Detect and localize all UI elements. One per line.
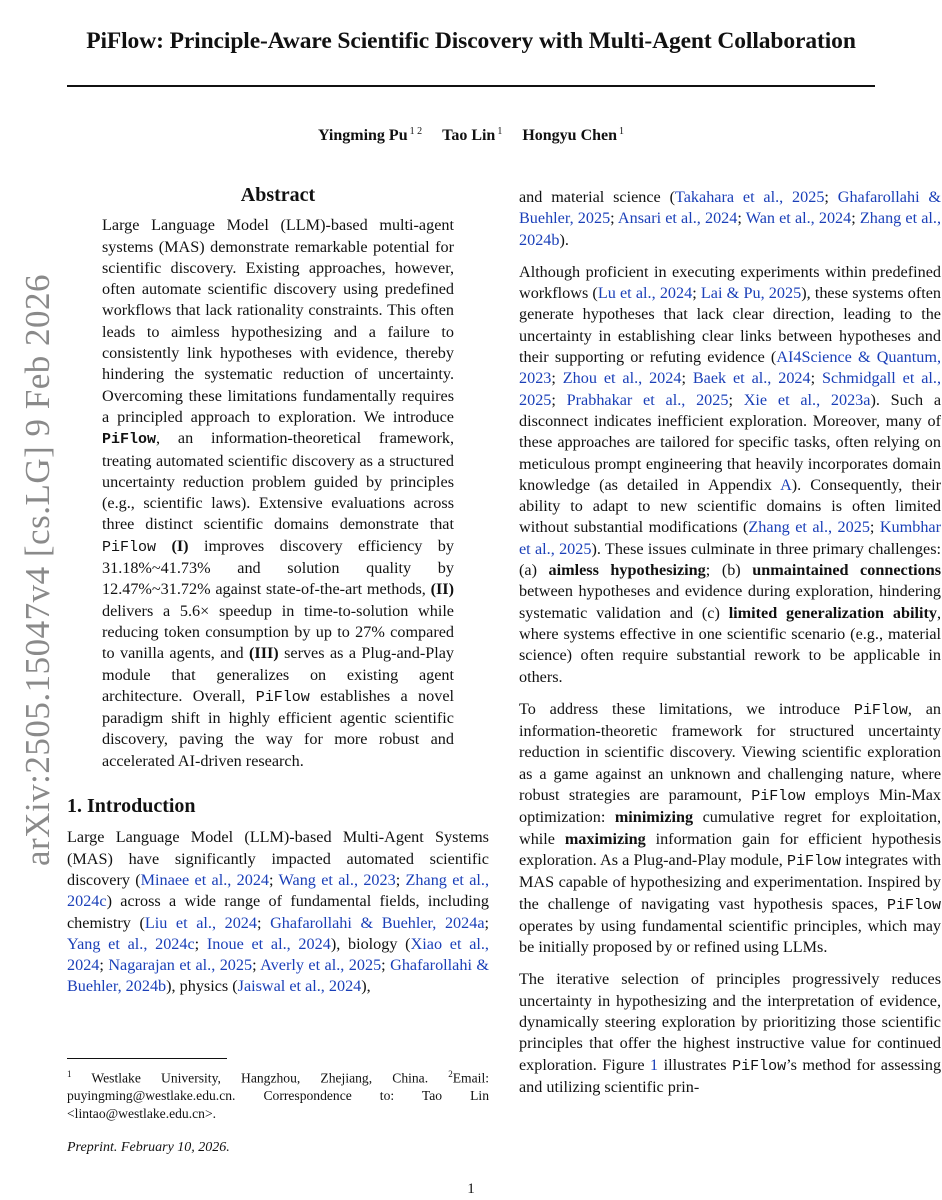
citation-link[interactable]: Kumbhar et al., 2025 bbox=[519, 518, 941, 558]
author-list bbox=[0, 126, 942, 145]
citation-link[interactable]: Jaiswal et al., 2024 bbox=[237, 977, 362, 996]
citation-link[interactable]: Ghafarollahi & Buehler, 2025 bbox=[519, 188, 942, 228]
citation-link[interactable]: Ghafarollahi & Buehler, 2024b bbox=[67, 956, 489, 996]
citation-link[interactable]: Ghafarollahi & Buehler, 2024a bbox=[270, 913, 485, 932]
abstract-heading: Abstract bbox=[240, 184, 316, 206]
citation-link[interactable]: Xiao et al., 2024 bbox=[67, 934, 489, 975]
piflow-name: PiFlow bbox=[751, 788, 806, 806]
citation-link[interactable]: Wang et al., 2023 bbox=[278, 870, 396, 889]
citation-link[interactable]: Minaee et al., 2024 bbox=[140, 870, 270, 889]
page-number: 1 bbox=[467, 1181, 475, 1197]
title-rule-bottom bbox=[67, 85, 875, 87]
citation-link[interactable]: Xie et al., 2023a bbox=[743, 390, 871, 409]
abstract-body: Large Language Model (LLM)-based multi-agent systems (MAS) demonstrate remarkable potential for scientific discovery. Existing approaches, however, often automate scientific discovery using predefined workflows that lack rationality constraints. This often leads to aimless hypothesizing and a failure to consistently link hypotheses with evidence, thereby hindering the systematic reduction of uncertainty. Overcoming these limitations fundamentally requires a principled approach to exploration. We introduce PiFlow, an information-theoretical framework, treating automated scientific discovery as a structured uncertainty reduction problem guided by principles (e.g., scientific laws). Extensive evaluations across three distinct scientific domains demonstrate that PiFlow (I) improves discovery efficiency by 31.18%~41.73% and solution quality by 12.47%~31.72% against state-of-the-art methods, (II) delivers a 5.6× speedup in time-to-solution while reducing token consumption by up to 27% compared to vanilla agents, and (III) serves as a Plug-and-Play module that generalizes on existing agent architecture. Overall, PiFlow establishes a novel paradigm shift in highly efficient agentic scientific discovery, paving the way for more robust and accelerated AI-driven research. bbox=[102, 216, 455, 770]
paper-title: PiFlow: Principle-Aware Scientific Discovery with Multi-Agent Collaboration bbox=[86, 28, 856, 54]
right-column bbox=[519, 187, 941, 1109]
author: Hongyu Chen $^1$ bbox=[522, 126, 625, 145]
intro-paragraph-cont: and material science (Takahara et al., 2025; Ghafarollahi & Buehler, 2025; Ansari et al., 2024; Wan et al., 2024; Zhang et al., 2024b). bbox=[519, 188, 942, 249]
piflow-name: PiFlow bbox=[886, 896, 941, 914]
citation-link[interactable]: Baek et al., 2024 bbox=[692, 369, 811, 388]
intro-paragraph: To address these limitations, we introduce PiFlow, an information-theoretic framework for structured uncertainty reduction in scientific discovery. Viewing scientific exploration as a game against an unknown and challenging nature, where robust strategies are paramount, PiFlow employs Min-Max optimization: minimizing cumulative regret for exploitation, while maximizing information gain for efficient hypothesis exploration. As a Plug-and-Play module, PiFlow integrates with MAS capable of hypothesizing and experimentation. Inspired by the challenge of navigating vast hypothesis spaces, PiFlow operates by using fundamental scientific principles, which may be initially proposed by or refined using LLMs. bbox=[519, 699, 942, 957]
piflow-name: PiFlow bbox=[732, 1057, 787, 1075]
footnote: $^1$ Westlake University, Hangzhou, Zhejiang, China. $^2$Email: puyingming@westlake.edu.cn. Correspondence to: Tao Lin <lintao@westlake.edu.cn>. bbox=[67, 1069, 489, 1121]
piflow-name: PiFlow bbox=[102, 431, 157, 449]
citation-link[interactable]: Nagarajan et al., 2025 bbox=[108, 956, 253, 975]
citation-link[interactable]: Yang et al., 2024c bbox=[67, 934, 195, 953]
piflow-name: PiFlow bbox=[255, 688, 310, 706]
intro-paragraph: The iterative selection of principles progressively reduces uncertainty in hypothesizing and the interpretation of evidence, dynamically steering exploration by prioritizing those scientific principles that offer the highest instructive value for continued exploration. Figure 1 illustrates PiFlow’s method for assessing and utilizing scientific prin- bbox=[519, 970, 942, 1096]
citation-link[interactable]: Inoue et al., 2024 bbox=[206, 934, 331, 953]
citation-link[interactable]: Zhang et al., 2024b bbox=[519, 209, 942, 249]
introduction-heading: 1. Introduction bbox=[67, 795, 196, 818]
citation-link[interactable]: Lu et al., 2024 bbox=[597, 284, 693, 303]
citation-link[interactable]: Wan et al., 2024 bbox=[745, 209, 852, 228]
piflow-name: PiFlow bbox=[853, 701, 908, 719]
piflow-name: PiFlow bbox=[102, 538, 157, 556]
intro-paragraph: Large Language Model (LLM)-based Multi-Agent Systems (MAS) have significantly impacted automated scientific discovery (Minaee et al., 2024; Wang et al., 2023; Zhang et al., 2024c) across a wide range of fundamental fields, including chemistry (Liu et al., 2024; Ghafarollahi & Buehler, 2024a; Yang et al., 2024c; Inoue et al., 2024), biology (Xiao et al., 2024; Nagarajan et al., 2025; Averly et al., 2025; Ghafarollahi & Buehler, 2024b), physics (Jaiswal et al., 2024), bbox=[67, 828, 490, 996]
arxiv-id: arXiv:2505.15047v4 [cs.LG] 9 Feb 2026 bbox=[18, 273, 57, 867]
author: Yingming Pu $^{1 2}$ bbox=[317, 126, 423, 145]
citation-link[interactable]: Averly et al., 2025 bbox=[260, 956, 382, 975]
citation-link[interactable]: Zhang et al., 2024c bbox=[67, 870, 490, 911]
intro-paragraph: Although proficient in executing experiments within predefined workflows (Lu et al., 2024; Lai & Pu, 2025), these systems often generate hypotheses that lack clear direction, leading to the uncertainty in establishing clear links between hypotheses and their supporting or refuting evidence (AI4Science & Quantum, 2023; Zhou et al., 2024; Baek et al., 2024; Schmidgall et al., 2025; Prabhakar et al., 2025; Xie et al., 2023a). Such a disconnect indicates inefficient exploration. Moreover, many of these approaches are tailored for specific tasks, often relying on meticulous prompt engineering that heavily incorporates domain knowledge (as detailed in Appendix A). Consequently, their ability to adapt to new scientific domains is often limited without substantial modifications (Zhang et al., 2025; Kumbhar et al., 2025). These issues culminate in three primary challenges: (a) aimless hypothesizing; (b) unmaintained connections between hypotheses and evidence during exploration, hindering systematic validation and (c) limited generalization ability, where systems effective in one scientific scenario (e.g., material science) often require substantial rework to be applicable in others. bbox=[519, 262, 942, 686]
preprint-date: Preprint. February 10, 2026. bbox=[67, 1140, 230, 1155]
citation-link[interactable]: Schmidgall et al., 2025 bbox=[519, 369, 941, 409]
footnote-rule bbox=[67, 1058, 227, 1059]
figure-link[interactable]: 1 bbox=[650, 1055, 659, 1074]
citation-link[interactable]: Zhang et al., 2025 bbox=[748, 518, 870, 537]
citation-link[interactable]: Lai & Pu, 2025 bbox=[700, 284, 802, 303]
appendix-link[interactable]: A bbox=[780, 475, 792, 494]
citation-link[interactable]: AI4Science & Quantum, 2023 bbox=[519, 348, 942, 388]
author: Tao Lin $^1$ bbox=[442, 126, 503, 145]
citation-link[interactable]: Takahara et al., 2025 bbox=[674, 188, 825, 206]
left-column bbox=[67, 185, 489, 1009]
citation-link[interactable]: Liu et al., 2024 bbox=[144, 913, 257, 932]
citation-link[interactable]: Zhou et al., 2024 bbox=[562, 369, 682, 388]
citation-link[interactable]: Prabhakar et al., 2025 bbox=[566, 390, 729, 409]
piflow-name: PiFlow bbox=[787, 852, 842, 870]
citation-link[interactable]: Ansari et al., 2024 bbox=[617, 209, 738, 228]
